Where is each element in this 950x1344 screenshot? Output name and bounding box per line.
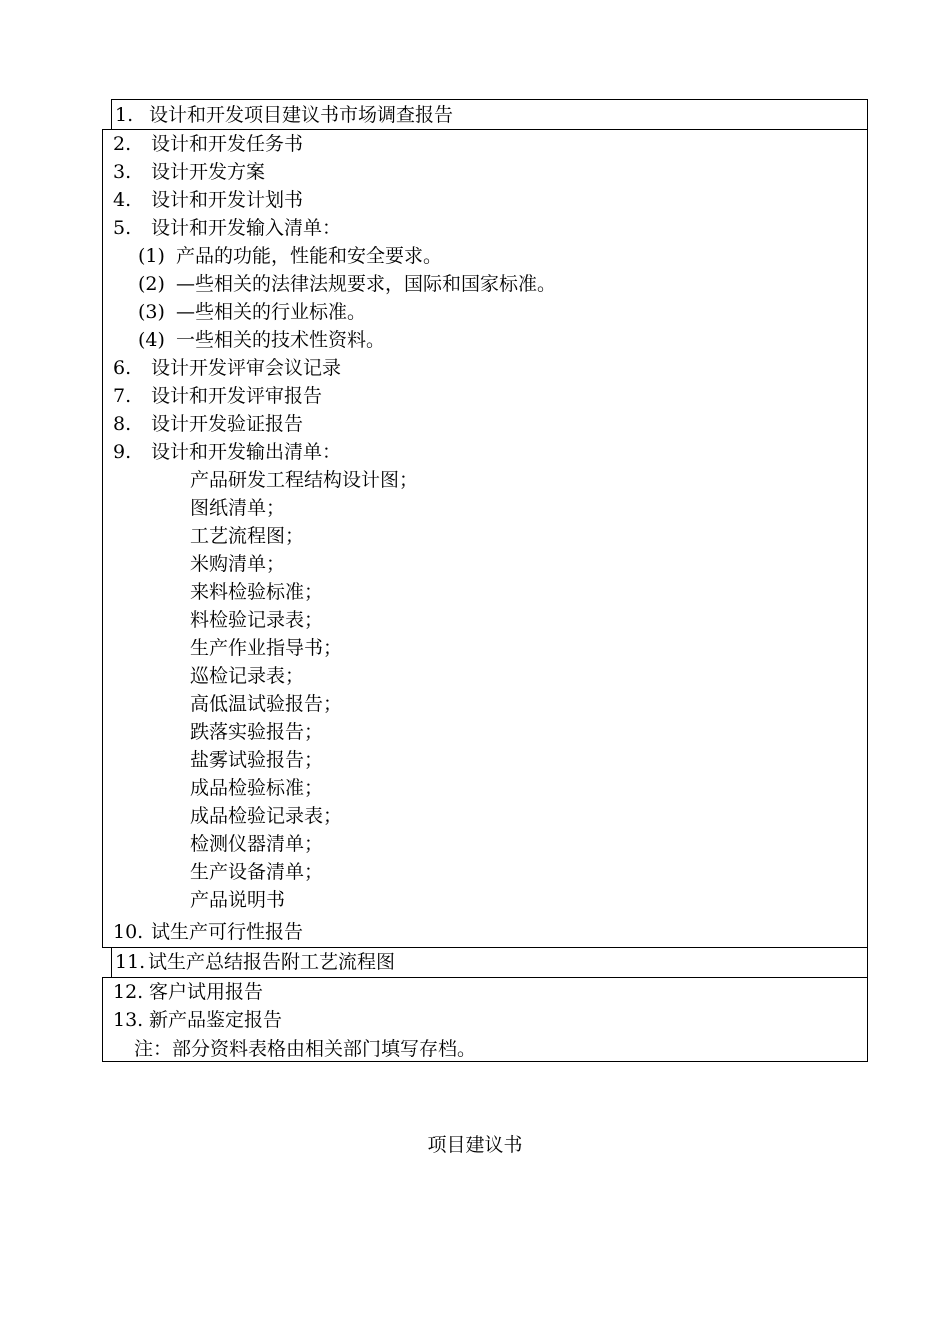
item-text: 设计开发验证报告 xyxy=(151,413,304,435)
item-number: 6. xyxy=(113,357,132,379)
sub-item-text: 来料检验标准； xyxy=(190,581,324,603)
sub-item-text: 跌落实验报告； xyxy=(190,721,324,743)
sub-item-text: 高低温试验报告； xyxy=(190,693,343,715)
item-number: 9. xyxy=(113,441,132,463)
item-text: 新产品鉴定报告 xyxy=(149,1009,283,1031)
item-text: 试生产总结报告附工艺流程图 xyxy=(148,951,396,973)
sub-item-text: —些相关的行业标准。 xyxy=(176,301,367,323)
sub-item-text: 图纸清单； xyxy=(190,497,286,519)
sub-item-text: 成品检验记录表； xyxy=(190,805,343,827)
sub-item-text: 米购清单； xyxy=(190,553,286,575)
item-number: 4. xyxy=(113,189,132,211)
item-text: 设计和开发项目建议书市场调查报告 xyxy=(149,104,454,126)
item-number: 3. xyxy=(113,161,132,183)
sub-item-number: (2) xyxy=(138,273,165,295)
sub-item-text: 料检验记录表； xyxy=(190,609,324,631)
item-text: 设计和开发输出清单： xyxy=(151,441,342,463)
item-number: 2. xyxy=(113,133,132,155)
sub-item-text: 工艺流程图； xyxy=(190,525,305,547)
note: 注：部分资料表格由相关部门填写存档。 xyxy=(134,1038,477,1060)
sub-item-text: 生产设备清单； xyxy=(190,861,324,883)
item-number: 12. xyxy=(113,981,144,1003)
sub-item-text: 检测仪器清单； xyxy=(190,833,324,855)
sub-item-text: 盐雾试验报告； xyxy=(190,749,324,771)
sub-item-text: 成品检验标准； xyxy=(190,777,324,799)
item-text: 设计和开发输入清单： xyxy=(151,217,342,239)
item-text: 设计和开发评审报告 xyxy=(151,385,323,407)
item-text: 设计开发评审会议记录 xyxy=(151,357,342,379)
item-text: 设计和开发任务书 xyxy=(151,133,304,155)
item-number: 7. xyxy=(113,385,132,407)
page-title: 项目建议书 xyxy=(427,1134,523,1156)
sub-item-number: (3) xyxy=(138,301,165,323)
sub-item-text: 产品研发工程结构设计图； xyxy=(190,469,419,491)
sub-item-text: —些相关的法律法规要求，国际和国家标准。 xyxy=(176,273,557,295)
item-text: 客户试用报告 xyxy=(149,981,264,1003)
sub-item-text: 产品的功能，性能和安全要求。 xyxy=(176,245,443,267)
item-number: 13. xyxy=(113,1009,144,1031)
item-number: 1. xyxy=(115,104,134,126)
item-number: 10. xyxy=(113,921,144,943)
sub-item-text: 一些相关的技术性资料。 xyxy=(176,329,386,351)
sub-item-text: 生产作业指导书； xyxy=(190,637,343,659)
item-number: 11. xyxy=(115,951,146,973)
item-text: 试生产可行性报告 xyxy=(151,921,304,943)
sub-item-text: 巡检记录表； xyxy=(190,665,305,687)
sub-item-number: (4) xyxy=(138,329,165,351)
item-number: 8. xyxy=(113,413,132,435)
sub-item-number: (1) xyxy=(138,245,165,267)
sub-item-text: 产品说明书 xyxy=(190,889,286,911)
item-text: 设计和开发计划书 xyxy=(151,189,304,211)
item-text: 设计开发方案 xyxy=(151,161,266,183)
item-number: 5. xyxy=(113,217,132,239)
